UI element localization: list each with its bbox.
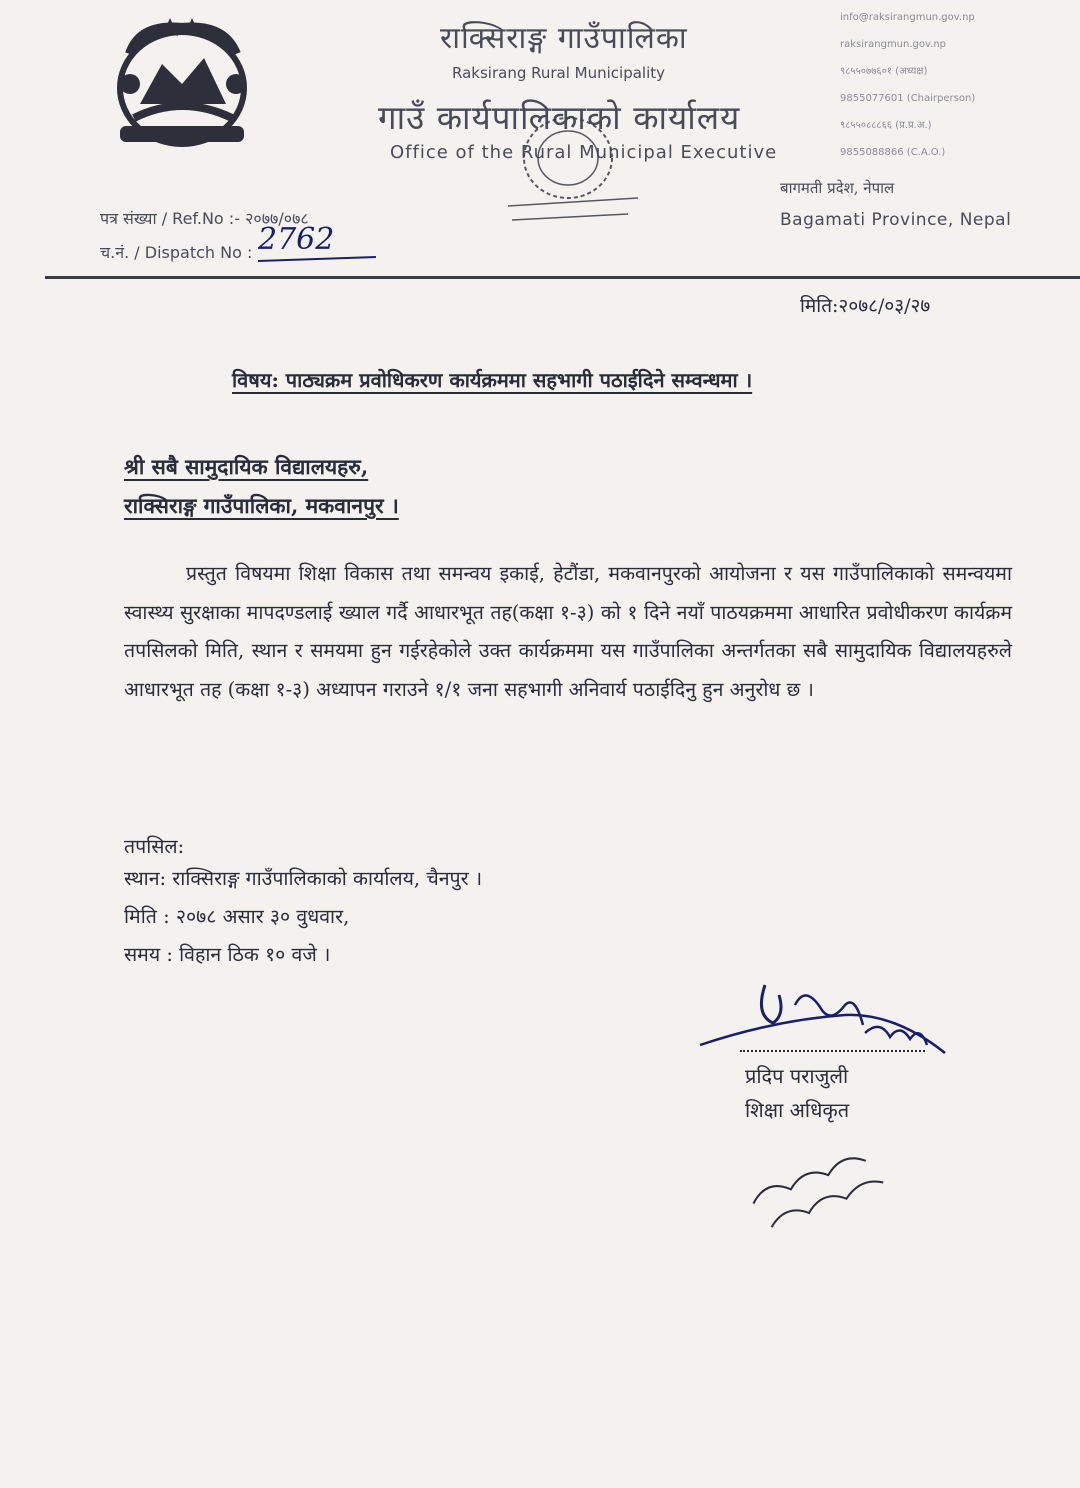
signature-icon xyxy=(695,975,955,1070)
addressee-line-2: राक्सिराङ्ग गाउँपालिका, मकवानपुर । xyxy=(124,493,399,518)
officer-stamp-icon xyxy=(740,1132,900,1232)
office-name-np: गाउँ कार्यपालिकाको कार्यालय xyxy=(378,98,741,137)
schedule-place: स्थान: राक्सिराङ्ग गाउँपालिकाको कार्यालय, चैनपुर । xyxy=(124,867,483,890)
nepal-emblem-icon xyxy=(100,14,265,154)
letterhead-divider xyxy=(45,276,1080,279)
letter-date: मिति:२०७८/०३/२७ xyxy=(800,295,931,317)
municipality-name-en: Raksirang Rural Municipality xyxy=(452,64,666,82)
contact-phone-chair-np: ९८५५०७७६०१ (अध्यक्ष) xyxy=(840,66,928,77)
contact-phone-cao-en: 9855088866 (C.A.O.) xyxy=(840,147,946,158)
schedule-time: समय : विहान ठिक १० वजे । xyxy=(124,943,331,966)
dispatch-number: 2762 xyxy=(258,222,335,257)
signer-title: शिक्षा अधिकृत xyxy=(745,1098,850,1122)
contact-email: info@raksirangmun.gov.np xyxy=(840,12,975,23)
municipality-name-np: राक्सिराङ्ग गाउँपालिका xyxy=(440,21,688,56)
province-en: Bagamati Province, Nepal xyxy=(780,210,1012,230)
office-seal-icon xyxy=(488,106,658,236)
addressee-line-1: श्री सबै सामुदायिक विद्यालयहरु, xyxy=(124,454,369,479)
contact-website: raksirangmun.gov.np xyxy=(840,39,947,50)
contact-phone-cao-np: ९८५५०८८८६६ (प्र.प्र.अ.) xyxy=(840,120,932,131)
dispatch-label: च.नं. / Dispatch No : xyxy=(100,243,253,262)
ref-value: २०७७/०७८ xyxy=(245,209,309,228)
office-name-en: Office of the Rural Municipal Executive xyxy=(390,142,778,163)
contact-block xyxy=(840,4,1070,166)
signature-line xyxy=(740,1050,925,1052)
province-np: बागमती प्रदेश, नेपाल xyxy=(780,179,895,197)
schedule-title: तपसिल: xyxy=(124,835,185,858)
contact-phone-chair-en: 9855077601 (Chairperson) xyxy=(840,93,976,104)
letter-body: प्रस्तुत विषयमा शिक्षा विकास तथा समन्वय इकाई, हेटौंडा, मकवानपुरको आयोजना र यस गाउँपालिकाको समन्वयमा स्वास्थ्य सुरक्षाका मापदण्डलाई ख्याल गर्दै आधारभूत तह(कक्षा १-३) को १ दिने नयाँ पाठयक्रममा आधारित प्रवोधीकरण कार्यक्रम तपसिलको मिति, स्थान र समयमा हुन गईरहेकोले उक्त कार्यक्रममा यस गाउँपालिका अन्तर्गतका सबै सामुदायिक विद्यालयहरुले आधारभूत तह (कक्षा १-३) अध्यापन गराउने १/१ जना सहभागी अनिवार्य पठाईदिनु हुन अनुरोध छ । xyxy=(124,562,1012,701)
letter-subject: विषय: पाठ्यक्रम प्रवोधिकरण कार्यक्रममा सहभागी पठाईदिने सम्वन्धमा । xyxy=(232,368,753,392)
schedule-date: मिति : २०७८ असार ३० वुधवार, xyxy=(124,905,350,928)
ref-label: पत्र संख्या / Ref.No :- xyxy=(100,209,240,228)
signer-name: प्रदिप पराजुली xyxy=(745,1064,849,1088)
